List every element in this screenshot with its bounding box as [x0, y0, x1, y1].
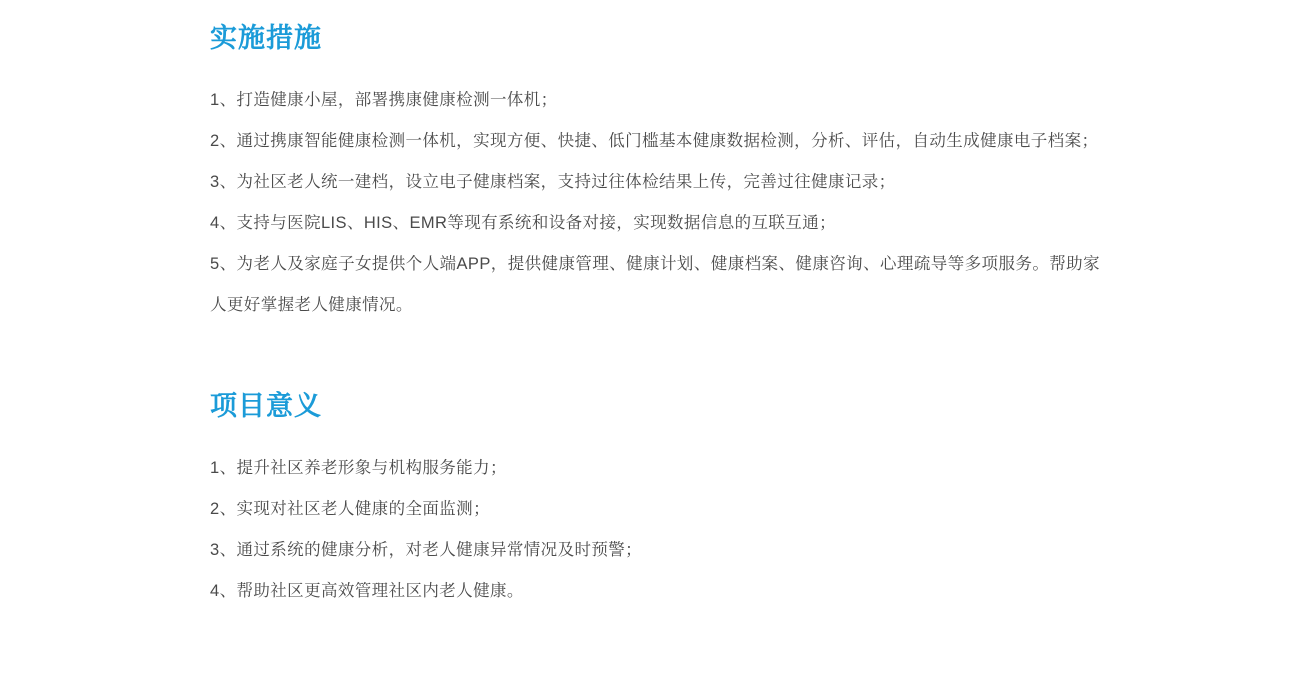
section-project-significance [210, 386, 1100, 612]
list-item: 4、帮助社区更高效管理社区内老人健康。 [210, 582, 524, 600]
list-item: 2、通过携康智能健康检测一体机，实现方便、快捷、低门槛基本健康数据检测，分析、评估，自动生成健康电子档案； [210, 132, 1099, 150]
list-item: 3、为社区老人统一建档，设立电子健康档案，支持过往体检结果上传，完善过往健康记录； [210, 173, 896, 191]
list-item: 3、通过系统的健康分析，对老人健康异常情况及时预警； [210, 541, 643, 559]
list-item: 2、实现对社区老人健康的全面监测； [210, 500, 490, 518]
section-title: 项目意义 [210, 391, 322, 421]
list-item: 5、为老人及家庭子女提供个人端APP，提供健康管理、健康计划、健康档案、健康咨询、心理疏导等多项服务。帮助家人更好掌握老人健康情况。 [210, 255, 1100, 314]
section-implementation-measures [210, 18, 1100, 326]
list-item: 1、打造健康小屋，部署携康健康检测一体机； [210, 91, 558, 109]
list-item: 1、提升社区养老形象与机构服务能力； [210, 459, 507, 477]
section-title: 实施措施 [210, 23, 322, 53]
list-item: 4、支持与医院LIS、HIS、EMR等现有系统和设备对接，实现数据信息的互联互通； [210, 214, 837, 232]
